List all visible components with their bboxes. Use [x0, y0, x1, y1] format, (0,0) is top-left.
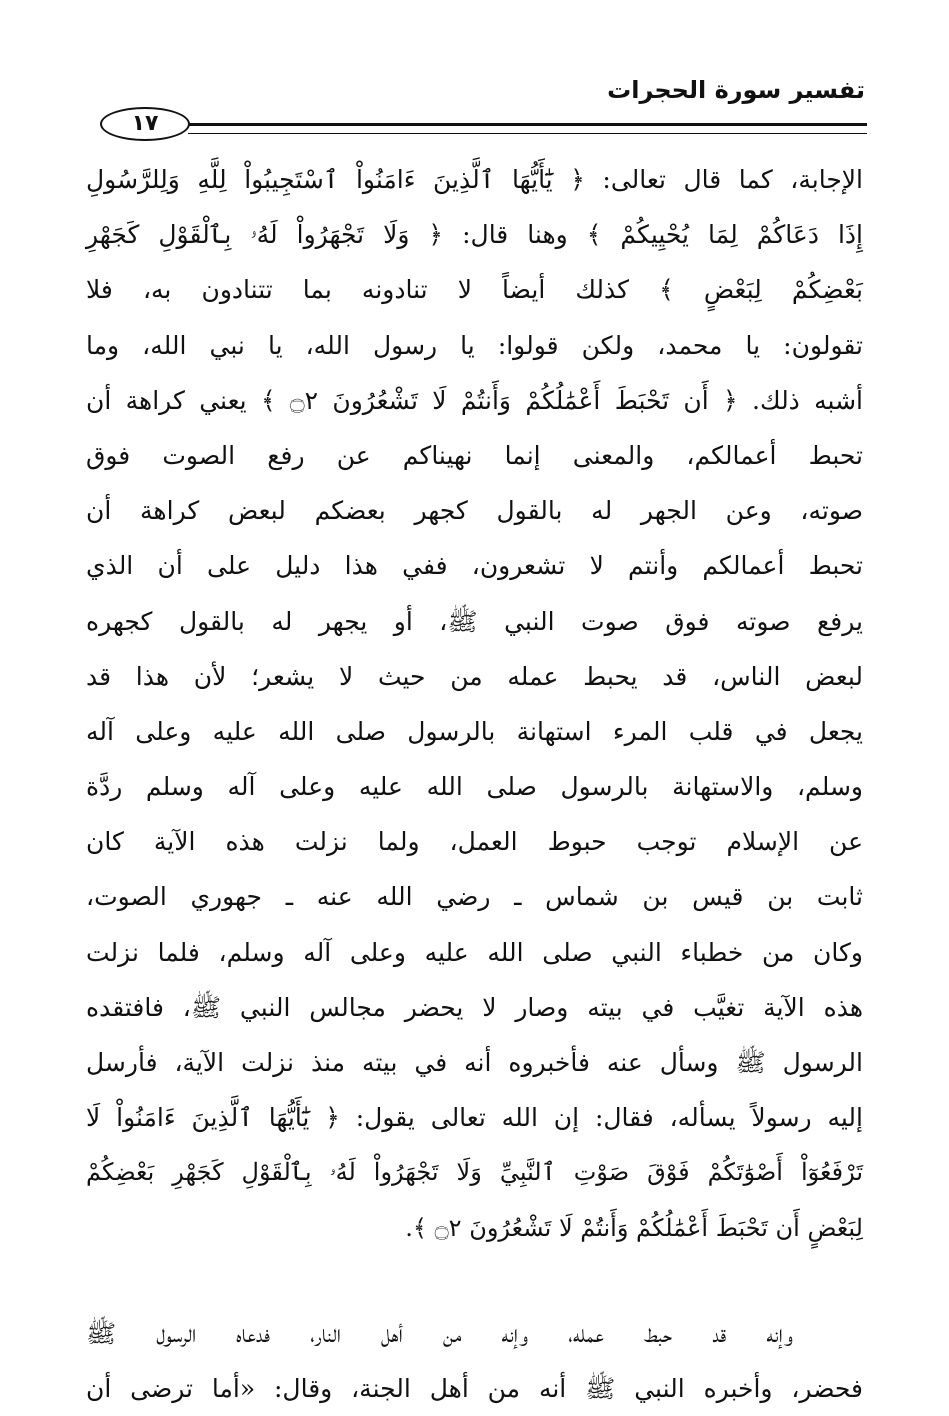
text-line: تحبط أعمالكم، والمعنى إنما نهيناكم عن رفع الصوت فوق: [86, 440, 863, 470]
quran-line: تَرْفَعُوٓاْ أَصْوَٰتَكُمْ فَوْقَ صَوْتِ ٱلنَّبِيِّ وَلَا تَجْهَرُواْ لَهُۥ بِٱلْقَوْلِ كَجَهْرِ بَعْضِكُمْ: [86, 1158, 863, 1187]
text-line: إِذَا دَعَاكُمْ لِمَا يُحْيِيكُمْ ﴾ وهنا قال: ﴿ وَلَا تَجْهَرُواْ لَهُۥ بِٱلْقَوْلِ كَجَهْرِ: [86, 220, 863, 250]
text-line: بَعْضِكُمْ لِبَعْضٍ ﴾ كذلك أيضاً لا تنادونه بما تتنادون به، فلا: [86, 275, 863, 305]
text-line: عن الإسلام توجب حبوط العمل، ولما نزلت هذه الآية كان: [86, 827, 863, 857]
text-line: لبعض الناس، قد يحبط عمله من حيث لا يشعر؛ لأن هذا قد: [86, 661, 863, 691]
text-line: أشبه ذلك. ﴿ أَن تَحْبَطَ أَعْمَٰلُكُمْ وَأَنتُمْ لَا تَشْعُرُونَ ۝٢ ﴾ يعني كراهة أن: [86, 385, 863, 415]
running-head-title: تفسير سورة الحجرات: [607, 76, 865, 104]
text-line: وسلم، والاستهانة بالرسول صلى الله عليه وعلى آله وسلم ردَّة: [86, 772, 863, 802]
text-line: ثابت بن قيس بن شماس ـ رضي الله عنه ـ جهوري الصوت،: [86, 882, 863, 912]
text-line: فحضر، وأخبره النبي ﷺ أنه من أهل الجنة، وقال: «أما ترضى أن: [86, 1373, 863, 1403]
text-line: يرفع صوته فوق صوت النبي ﷺ، أو يجهر له بالقول كجهره: [86, 606, 863, 636]
header-rule: [188, 123, 867, 134]
text-line: هذه الآية تغيَّب في بيته وصار لا يحضر مجالس النبي ﷺ، فافتقده: [86, 992, 863, 1022]
text-line: تقولون: يا محمد، ولكن قولوا: يا رسول الله، يا نبي الله، وما: [86, 330, 863, 360]
quran-line: لِبَعْضٍ أَن تَحْبَطَ أَعْمَٰلُكُمْ وَأَنتُمْ لَا تَشْعُرُونَ ۝٢ ﴾.: [405, 1213, 863, 1242]
body-text: [86, 152, 863, 1416]
text-line: الرسول ﷺ وسأل عنه فأخبروه أنه في بيته منذ نزلت الآية، فأرسل: [86, 1048, 863, 1077]
text-line: وإنه قد حبط عمله، وإنه من أهل النار، فدعاه الرسول ﷺ: [86, 1318, 793, 1348]
text-line: إليه رسولاً يسأله، فقال: إن الله تعالى يقول: ﴿ يَٰٓأَيُّهَا ٱلَّذِينَ ءَامَنُواْ لَا: [86, 1103, 863, 1133]
text-line: الإجابة، كما قال تعالى: ﴿ يَٰٓأَيُّهَا ٱلَّذِينَ ءَامَنُواْ ٱسْتَجِيبُواْ لِلَّهِ وَلِلرَّسُولِ: [86, 165, 863, 194]
text-line: تحبط أعمالكم وأنتم لا تشعرون، ففي هذا دليل على أن الذي: [86, 551, 863, 581]
text-line: يجعل في قلب المرء استهانة بالرسول صلى الله عليه وعلى آله: [86, 716, 863, 746]
paragraph-gap: [86, 1256, 863, 1306]
text-line: وكان من خطباء النبي صلى الله عليه وعلى آله وسلم، فلما نزلت: [86, 937, 863, 967]
page-number: ١٧: [100, 107, 190, 141]
text-line: صوته، وعن الجهر له بالقول كجهر بعضكم لبعض كراهة أن: [86, 496, 863, 526]
